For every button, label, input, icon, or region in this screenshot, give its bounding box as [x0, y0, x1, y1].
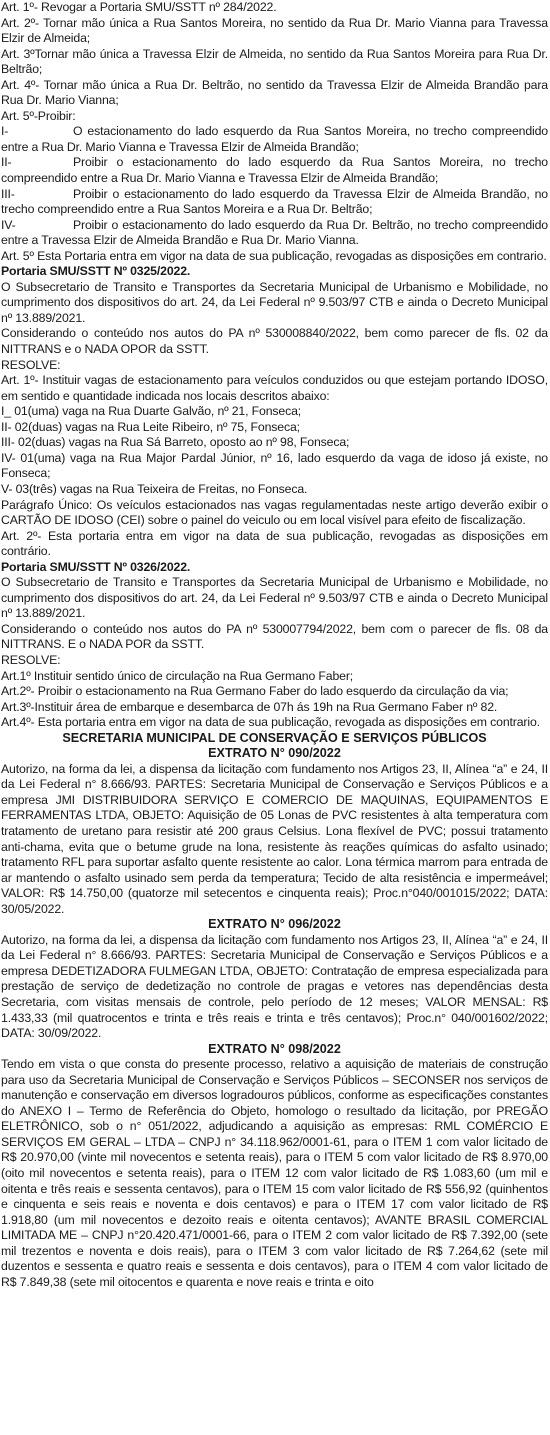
extract-heading: EXTRATO N° 098/2022	[208, 1041, 341, 1056]
paragraph: Art. 5º Esta Portaria entra em vigor na data de sua publicação, revogadas as disposições em contrario.	[1, 248, 547, 263]
paragraph: Considerando o conteúdo nos autos do PA nº 530007794/2022, bem com o parecer de fls. 08 da NITTRANS. E o NADA POR da SSTT.	[1, 621, 548, 652]
list-marker: I-	[1, 124, 9, 139]
list-text: O estacionamento do lado esquerdo da Rua Santos Moreira, no trecho compreendido entre a Rua Dr. Mario Vianna e Travessa Elzir de Almeida Brandão;	[1, 124, 548, 154]
paragraph: Art. 3ºTornar mão única a Travessa Elzir de Almeida, no sentido da Rua Santos Moreira para Rua Dr. Beltrão;	[1, 46, 548, 77]
paragraph: Considerando o conteúdo nos autos do PA nº 530008840/2022, bem como parecer de fls. 02 da NITTRANS e o NADA OPOR da SSTT.	[1, 326, 548, 357]
paragraph: Art.4º- Esta portaria entra em vigor na data de sua publicação, revogada as disposições em contrario.	[1, 715, 540, 730]
list-item: IV- 01(uma) vaga na Rua Major Pardal Júnior, nº 16, lado esquerdo da vaga de idoso já existe, no Fonseca;	[1, 450, 548, 481]
paragraph: Tendo em vista o que consta do presente processo, relativo a aquisição de materiais de construção para uso da Secretaria Municipal de Conservação e Serviços Públicos – SECONSER nos serviços de manutenção e conservação em diversos logradouros públicos, conforme as especificações constantes do ANEXO I – Termo de Referência do Objeto, homologo o resultado da licitação, por PREGÃO ELETRÔNICO, sob o n° 051/2022, adjudicando a aquisição as empresas: RML COMÉRCIO E SERVIÇOS EM GERAL – LTDA – CNPJ n° 34.118.962/0001-61, para o ITEM 1 com valor licitado de R$ 20.970,00 (vinte mil novecentos e setenta reais), para o ITEM 5 com valor licitado de R$ 8.970,00 (oito mil novecentos e setenta reais), para o ITEM 12 com valor licitado de R$ 1.083,60 (um mil e oitenta e três reais e sessenta centavos), para o ITEM 15 com valor licitado de R$ 556,92 (quinhentos e cinquenta e seis reais e noventa e dois centavos) e para o ITEM 17 com valor licitado de R$ 1.918,80 (um mil novecentos e dezoito reais e oitenta centavos); AVANTE BRASIL COMERCIAL LIMITADA ME – CNPJ n°20.420.471/0001-66, para o ITEM 2 com valor licitado de R$ 7.392,00 (sete mil trezentos e noventa e dois reais), para o ITEM 3 com valor licitado de R$ 7.264,62 (sete mil duzentos e sessenta e quatro reais e sessenta e dois centavos), para o ITEM 4 com valor licitado de R$ 7.849,38 (sete mil oitocentos e quarenta e nove reais e trinta e oito	[1, 1057, 548, 1289]
secretariat-heading: SECRETARIA MUNICIPAL DE CONSERVAÇÃO E SERVIÇOS PÚBLICOS	[62, 730, 487, 745]
list-text: Proibir o estacionamento do lado esquerdo da Rua Santos Moreira, no trecho compreendido entre a Rua Dr. Mario Vianna e Travessa Elzir de Almeida Brandão;	[1, 155, 548, 186]
paragraph: Art. 1º- Instituir vagas de estacionamento para veículos conduzidos ou que estejam portando IDOSO, em sentido e quantidade indicada nos locais descritos abaixo:	[1, 373, 548, 403]
paragraph: Art. 1º- Revogar a Portaria SMU/SSTT nº 284/2022.	[1, 0, 277, 14]
list-marker: II-	[1, 155, 12, 170]
section-heading: Portaria SMU/SSTT Nº 0326/2022.	[1, 559, 191, 574]
list-item: I_ 01(uma) vaga na Rua Duarte Galvão, nº 21, Fonseca;	[1, 404, 302, 419]
paragraph: Art.3º-Instituir área de embarque e desembarca de 07h ás 19h na Rua Germano Faber nº 82.	[1, 699, 498, 714]
paragraph: O Subsecretario de Transito e Transportes da Secretaria Municipal de Urbanismo e Mobilidade, no cumprimento dos dispositivos do art. 24, da Lei Federal nº 9.503/97 CTB e ainda o Decreto Municipal nº 13.889/2021.	[1, 279, 548, 325]
list-marker: IV-	[1, 217, 16, 232]
paragraph: Art.1º Instituir sentido único de circulação na Rua Germano Faber;	[1, 668, 354, 683]
list-item	[1, 187, 548, 218]
list-text: Proibir o estacionamento do lado esquerdo da Rua Dr. Beltrão, no trecho compreendido entre a Travessa Elzir de Almeida Brandão e Rua Dr. Mario Vianna.	[1, 217, 548, 248]
paragraph: RESOLVE:	[1, 652, 61, 667]
list-text: Proibir o estacionamento do lado esquerdo da Travessa Elzir de Almeida Brandão, no trecho compreendido entre a Rua Santos Moreira e a Rua Dr. Beltrão;	[1, 186, 548, 217]
list-item: V- 03(três) vagas na Rua Teixeira de Freitas, no Fonseca.	[1, 481, 308, 496]
paragraph: O Subsecretario de Transito e Transportes da Secretaria Municipal de Urbanismo e Mobilidade, no cumprimento dos dispositivos do art. 24, da Lei Federal nº 9.503/97 CTB e ainda o Decreto Municipal nº 13.889/2021.	[1, 575, 548, 621]
list-item	[1, 155, 548, 186]
paragraph: Autorizo, na forma da lei, a dispensa da licitação com fundamento nos Artigos 23, II, Alínea “a” e 24, II da Lei Federal n° 8.666/93. PARTES: Secretaria Municipal de Conservação e Serviços Públicos e a empresa DEDETIZADORA FULMEGAN LTDA, OBJETO: Contratação de empresa especializada para prestação de serviço de dedetização no controle de pragas e vetores nas dependências desta Secretaria, com visitas mensais de controle, pelo período de 12 meses; VALOR MENSAL: R$ 1.433,33 (mil quatrocentos e trinta e três reais e trinta e três centavos); Proc.n° 040/001602/2022; DATA: 30/09/2022.	[1, 932, 548, 1041]
paragraph: Art. 2º- Tornar mão única a Rua Santos Moreira, no sentido da Rua Dr. Mario Vianna para Travessa Elzir de Almeida;	[1, 15, 548, 46]
section-heading: Portaria SMU/SSTT Nº 0325/2022.	[1, 264, 191, 279]
extract-heading: EXTRATO N° 096/2022	[208, 917, 341, 932]
list-item: III- 02(duas) vagas na Rua Sá Barreto, oposto ao nº 98, Fonseca;	[1, 435, 350, 450]
list-item	[1, 124, 548, 155]
extract-heading: EXTRATO N° 090/2022	[208, 746, 341, 761]
paragraph: Autorizo, na forma da lei, a dispensa da licitação com fundamento nos Artigos 23, II, Alínea “a” e 24, II da Lei Federal n° 8.666/93. PARTES: Secretaria Municipal de Conservação e Serviços Públicos e a empresa JMI DISTRIBUIDORA SERVIÇO E COMERCIO DE MAQUINAS, EQUIPAMENTOS E FERRAMENTAS LTDA, OBJETO: Aquisição de 05 Lonas de PVC resistentes à alta temperatura com tratamento de uretano para resistir até 200 graus Celsius. Lona flexível de PVC; possui tratamento anti-chama, evita que o betume grude na lona, resistente às reações químicas do asfalto usinado; tratamento RFL para suportar asfalto quente resistente ao calor. Lona térmica marrom para entrada de ar mantendo o asfalto usinado sem perda da temperatura; Tecido de alta resistência e impermeável; VALOR: R$ 14.750,00 (quatorze mil setecentos e cinquenta reais); Proc.n°040/001015/2022; DATA: 30/05/2022.	[1, 761, 548, 916]
list-item: II- 02(duas) vagas na Rua Leite Ribeiro, nº 75, Fonseca;	[1, 419, 300, 434]
paragraph: Art. 2º- Esta portaria entra em vigor na data de sua publicação, revogadas as disposições em contrário.	[1, 528, 548, 559]
paragraph: Art. 4º- Tornar mão única a Rua Dr. Beltrão, no sentido da Travessa Elzir de Almeida Brandão para Rua Dr. Mario Vianna;	[1, 77, 548, 108]
paragraph: Parágrafo Único: Os veículos estacionados nas vagas regulamentadas neste artigo deverão exibir o CARTÃO DE IDOSO (CEI) sobre o painel do veiculo ou em local visível para efeito de fiscalização.	[1, 497, 548, 528]
paragraph: Art. 5º-Proibir:	[1, 108, 76, 123]
list-item	[1, 218, 548, 249]
list-marker: III-	[1, 186, 15, 201]
paragraph: Art.2º- Proibir o estacionamento na Rua Germano Faber do lado esquerdo da circulação da via;	[1, 684, 509, 699]
paragraph: RESOLVE:	[1, 357, 61, 372]
